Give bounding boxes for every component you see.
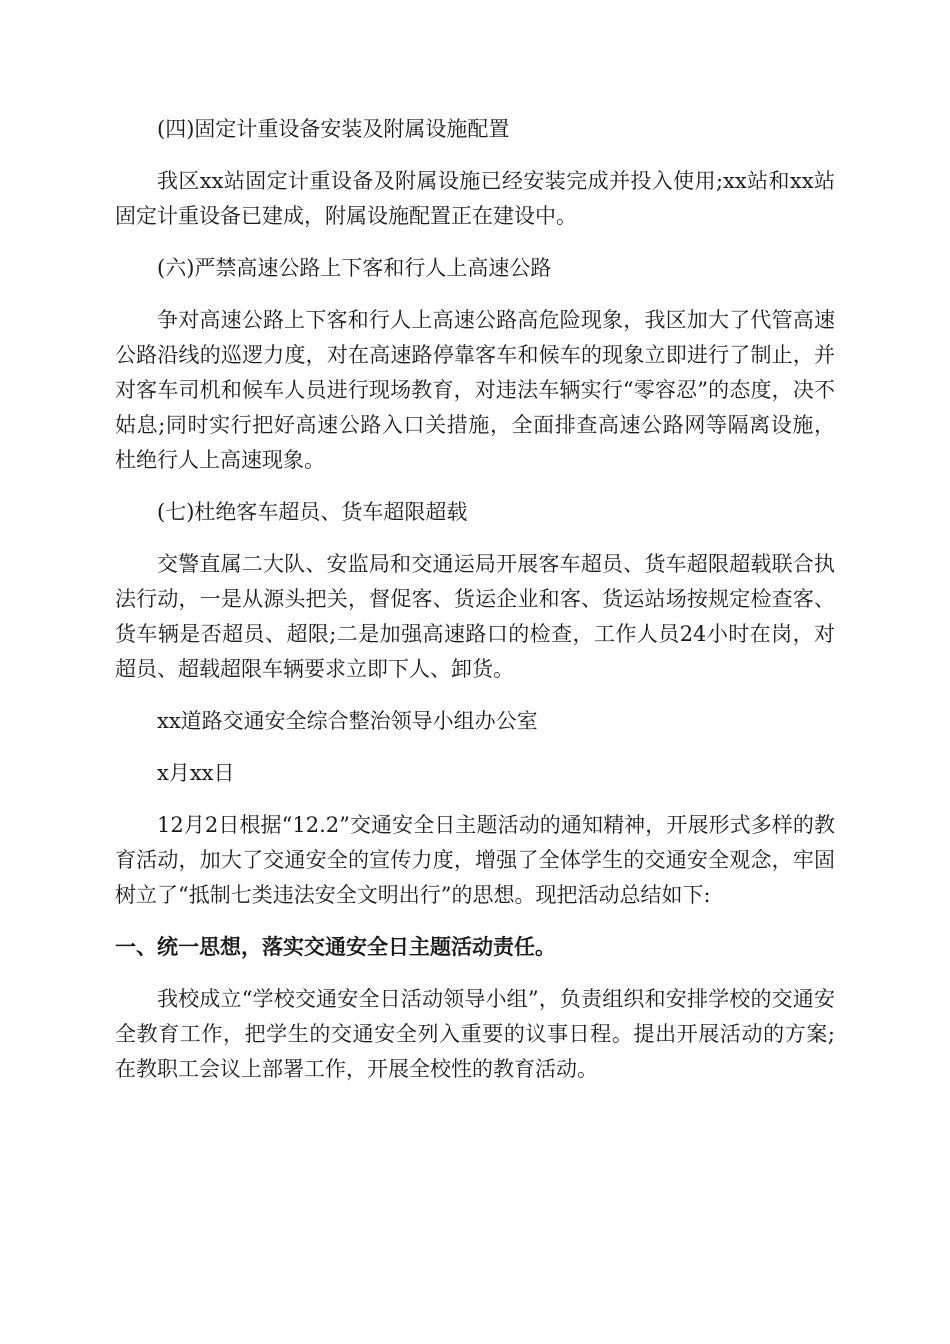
paragraph-highway-pedestrian-ban: 争对高速公路上下客和行人上高速公路高危险现象，我区加大了代管高速公路沿线的巡逻力度，对在高速路停靠客车和候车的现象立即进行了制止，并对客车司机和候车人员进行现场教育，对违法车辆实行“零容忍”的态度，决不姑息;同时实行把好高速公路入口关措施，全面排查高速公路网等隔离设施，杜绝行人上高速现象。 <box>115 308 835 472</box>
subheading-highway-pedestrian-ban: (六)严禁高速公路上下客和行人上高速公路 <box>157 256 552 280</box>
subheading-overload-prevention: (七)杜绝客车超员、货车超限超载 <box>157 500 468 524</box>
paragraph-overload-prevention: 交警直属二大队、安监局和交通运局开展客车超员、货车超限超载联合执法行动，一是从源头把关，督促客、货运企业和客、货运站场按规定检查客、货车辆是否超员、超限;二是加强高速路口的检查，工作人员24小时在岗，对超员、超载超限车辆要求立即下人、卸货。 <box>115 552 835 681</box>
section-title-unify-thinking: 一、统一思想，落实交通安全日主题活动责任。 <box>115 935 556 959</box>
signature-date: x月xx日 <box>157 761 235 785</box>
subheading-fixed-weighing-equipment: (四)固定计重设备安装及附属设施配置 <box>157 117 510 141</box>
paragraph-activity-intro: 12月2日根据“12.2”交通安全日主题活动的通知精神，开展形式多样的教育活动，加大了交通安全的宣传力度，增强了全体学生的交通安全观念，牢固树立了“抵制七类违法安全文明出行”的思想。现把活动总结如下: <box>115 813 835 907</box>
signature-organization: xx道路交通安全综合整治领导小组办公室 <box>157 709 538 733</box>
paragraph-leadership-group: 我校成立“学校交通安全日活动领导小组”，负责组织和安排学校的交通安全教育工作，把学生的交通安全列入重要的议事日程。提出开展活动的方案;在教职工会议上部署工作，开展全校性的教育活动。 <box>115 987 835 1081</box>
paragraph-fixed-weighing-equipment: 我区xx站固定计重设备及附属设施已经安装完成并投入使用;xx站和xx站固定计重设备已建成，附属设施配置正在建设中。 <box>115 169 835 228</box>
document-body <box>115 112 835 1087</box>
